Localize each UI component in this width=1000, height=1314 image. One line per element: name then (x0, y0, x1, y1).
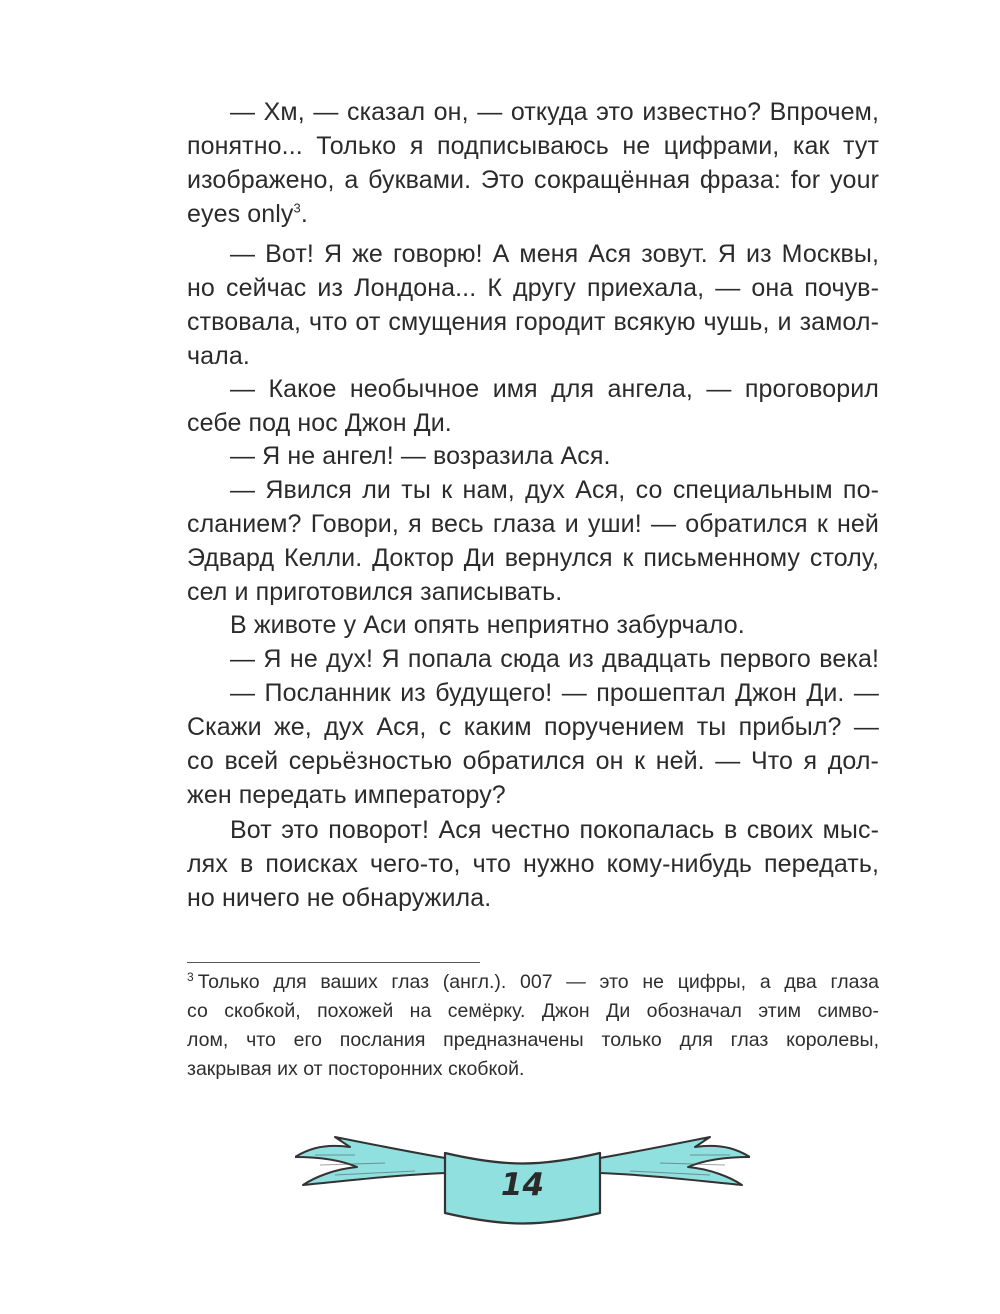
text-line: изображено, а буквами. Это сокращённая фраза: for your (187, 166, 879, 194)
text-line: со всей серьёзностью обратился он к ней. — Что я дол- (187, 747, 879, 775)
text-line: чала. (187, 342, 250, 370)
footnote-text: Только для ваших глаз (англ.). 007 — это не цифры, а два глаза (197, 971, 879, 993)
text-line: но ничего не обнаружила. (187, 884, 492, 912)
footnote-reference: 3 (293, 200, 301, 216)
footnote-line: закрывая их от посторонних скобкой. (187, 1058, 525, 1080)
text-line: сланием? Говори, я весь глаза и уши! — обратился к ней (187, 510, 879, 538)
footnote-marker: 3 (187, 969, 194, 984)
page-number-ribbon (295, 1125, 750, 1235)
text-line: — Хм, — сказал он, — откуда это известно? Впрочем, (230, 98, 879, 126)
text-line: — Вот! Я же говорю! А меня Ася зовут. Я из Москвы, (230, 240, 879, 268)
text-line: Эдвард Келли. Доктор Ди вернулся к письменному столу, (187, 544, 879, 572)
text-line: но сейчас из Лондона... К другу приехала, — она почув- (187, 274, 879, 302)
text-line: лях в поисках чего-то, что нужно кому-нибудь передать, (187, 850, 879, 878)
text-line: — Какое необычное имя для ангела, — проговорил (230, 375, 879, 403)
footnote-separator (187, 962, 480, 963)
footnote-line: лом, что его послания предназначены только для глаз королевы, (187, 1029, 879, 1051)
text-line: — Явился ли ты к нам, дух Ася, со специальным по- (230, 476, 879, 504)
text-line: Вот это поворот! Ася честно покопалась в своих мыс- (230, 816, 879, 844)
text-line: eyes only (187, 200, 294, 228)
text-line: сел и приготовился записывать. (187, 578, 563, 606)
text-line-with-footnote: eyes only$^3$. (187, 200, 308, 228)
page-number: 14 (500, 1167, 545, 1203)
text-line: — Посланник из будущего! — прошептал Джон Ди. — (230, 679, 879, 707)
text-line: жен передать императору? (187, 781, 506, 809)
text-line: В животе у Аси опять неприятно забурчало. (230, 611, 745, 639)
text-line: себе под нос Джон Ди. (187, 409, 452, 437)
footnote-line (187, 968, 879, 997)
text-line: понятно... Только я подписываюсь не цифрами, как тут (187, 132, 879, 160)
footnote-line: со скобкой, похожей на семёрку. Джон Ди обозначал этим симво- (187, 1000, 879, 1022)
text-line: ствовала, что от смущения городит всякую чушь, и замол- (187, 308, 879, 336)
text-line: — Я не ангел! — возразила Ася. (230, 442, 611, 470)
text-line: Скажи же, дух Ася, с каким поручением ты прибыл? — (187, 713, 879, 741)
text-line: — Я не дух! Я попала сюда из двадцать первого века! (230, 645, 879, 673)
